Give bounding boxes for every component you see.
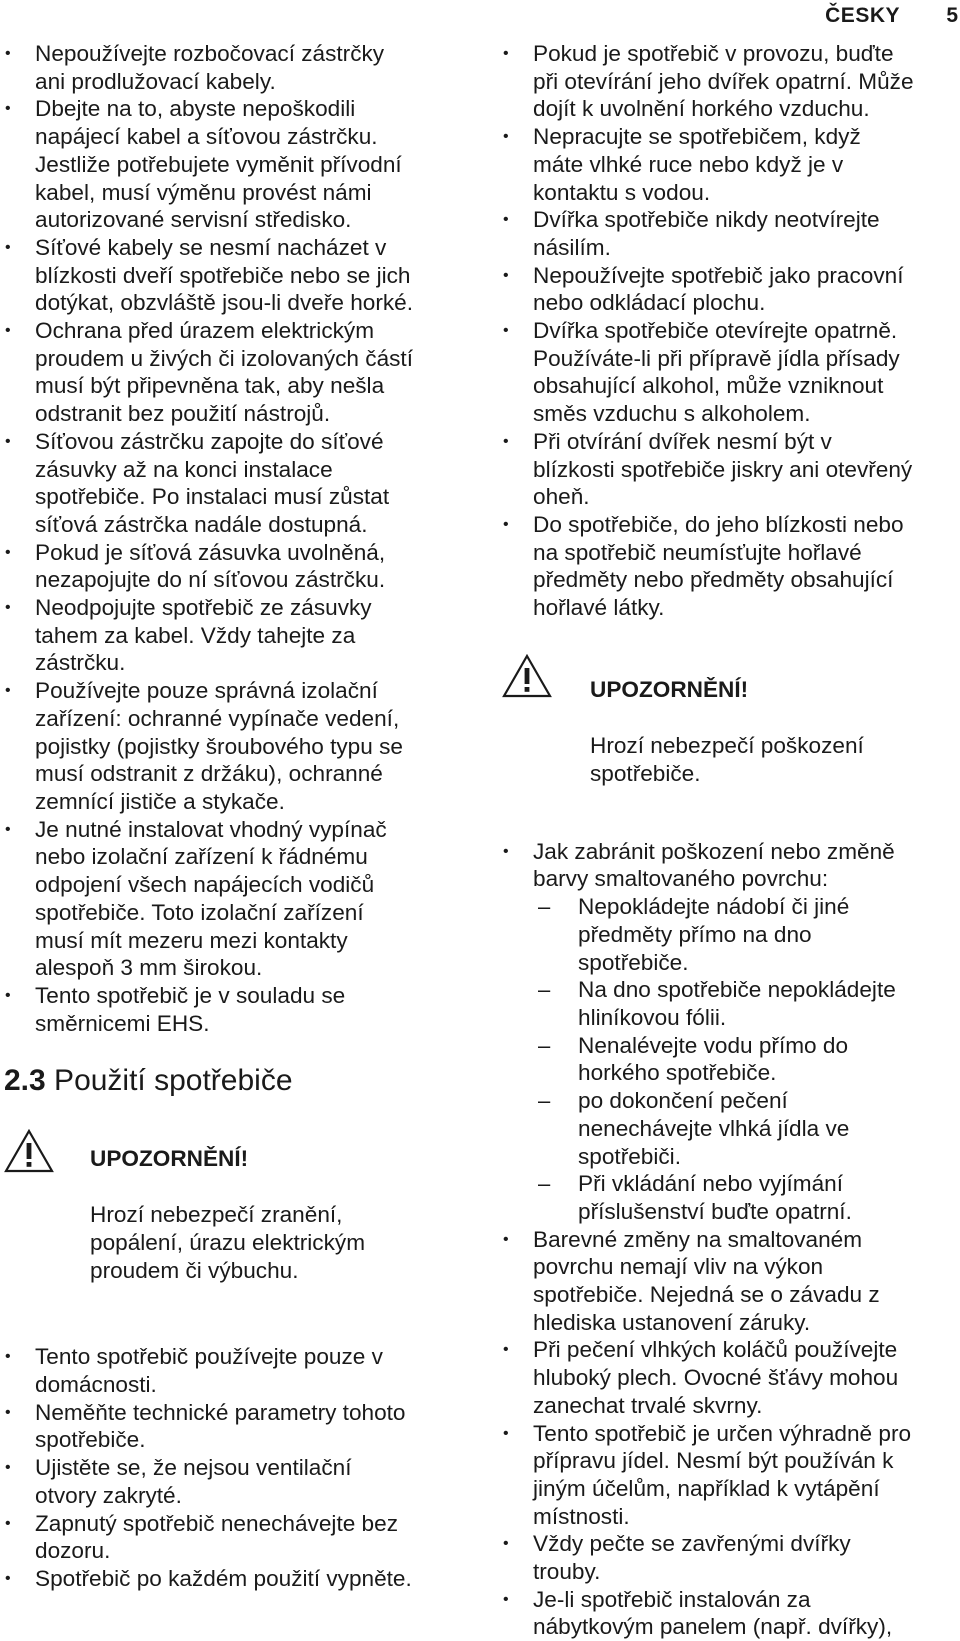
list-item: • Dvířka spotřebiče otevírejte opatrně. Používáte-li při přípravě jídla přísady obsahující alkohol, může vzniknout směs vzduchu s alkoholem. <box>498 317 960 428</box>
page-header <box>0 2 960 28</box>
dash-item: – Na dno spotřebiče nepokládejte hliníkovou fólii. <box>498 976 960 1031</box>
section-title: Použití spotřebiče <box>45 1064 293 1098</box>
warning-title: UPOZORNĚNÍ! <box>590 676 749 702</box>
list-item: • Nepoužívejte spotřebič jako pracovní nebo odkládací plochu. <box>498 262 960 317</box>
safety-list-use <box>0 1343 470 1592</box>
list-item: • Síťovou zástrčku zapojte do síťové zásuvky až na konci instalace spotřebiče. Po instalaci musí zůstat síťová zástrčka nadále dostupná. <box>0 428 470 539</box>
left-column <box>0 40 470 1593</box>
warning-triangle-icon <box>502 654 552 698</box>
list-item: • Vždy pečte se zavřenými dvířky trouby. <box>498 1530 960 1585</box>
warning-triangle-icon <box>4 1129 54 1173</box>
list-item: • Jak zabránit poškození nebo změně barvy smaltovaného povrchu: <box>498 838 960 893</box>
dash-item: – Při vkládání nebo vyjímání příslušenství buďte opatrní. <box>498 1170 960 1225</box>
right-column <box>498 40 960 1641</box>
warning-block <box>498 648 960 816</box>
list-item: • Nepoužívejte rozbočovací zástrčky ani prodlužovací kabely. <box>0 40 470 95</box>
dash-item: – Nepokládejte nádobí či jiné předměty přímo na dno spotřebiče. <box>498 893 960 976</box>
enamel-care-list <box>498 838 960 893</box>
list-item: • Tento spotřebič je určen výhradně pro přípravu jídel. Nesmí být používán k jiným účelům, například k vytápění místnosti. <box>498 1420 960 1531</box>
dash-item: – po dokončení pečení nenechávejte vlhká jídla ve spotřebiči. <box>498 1087 960 1170</box>
warning-text: Hrozí nebezpečí zranění, popálení, úrazu elektrickým proudem či výbuchu. <box>90 1202 366 1284</box>
list-item: • Spotřebič po každém použití vypněte. <box>0 1565 470 1593</box>
list-item: • Při pečení vlhkých koláčů používejte hluboký plech. Ovocné šťávy mohou zanechat trvalé skvrny. <box>498 1336 960 1419</box>
list-item: • Používejte pouze správná izolační zařízení: ochranné vypínače vedení, pojistky (pojistky šroubového typu se musí odstranit z držáku), ochranné zemnící jističe a stykače. <box>0 677 470 816</box>
list-item: • Dbejte na to, abyste nepoškodili napájecí kabel a síťovou zástrčku. Jestliže potřebujete vyměnit přívodní kabel, musí výměnu provést námi autorizované servisní středisko. <box>0 95 470 234</box>
list-item: • Je-li spotřebič instalován za nábytkovým panelem (např. dvířky), <box>498 1586 960 1641</box>
safety-list-baking <box>498 1226 960 1641</box>
list-item: • Zapnutý spotřebič nenechávejte bez dozoru. <box>0 1510 470 1565</box>
list-item: • Ochrana před úrazem elektrickým proudem u živých či izolovaných částí musí být připevněna tak, aby nešla odstranit bez použití nástrojů. <box>0 317 470 428</box>
list-item: • Tento spotřebič je v souladu se směrnicemi EHS. <box>0 982 470 1037</box>
warning-title: UPOZORNĚNÍ! <box>90 1146 249 1172</box>
list-item: • Tento spotřebič používejte pouze v domácnosti. <box>0 1343 470 1398</box>
warning-text: Hrozí nebezpečí poškození spotřebiče. <box>590 732 864 786</box>
dash-item: – Nenalévejte vodu přímo do horkého spotřebiče. <box>498 1032 960 1087</box>
safety-list-door <box>498 40 960 622</box>
safety-list-electrical <box>0 40 470 1037</box>
list-item: • Síťové kabely se nesmí nacházet v blízkosti dveří spotřebiče nebo se jich dotýkat, obzvláště jsou-li dveře horké. <box>0 234 470 317</box>
list-item: • Neodpojujte spotřebič ze zásuvky tahem za kabel. Vždy tahejte za zástrčku. <box>0 594 470 677</box>
enamel-dash-list <box>498 893 960 1225</box>
page-number: 5 <box>946 4 958 27</box>
section-number: 2.3 <box>4 1064 46 1098</box>
list-item: • Do spotřebiče, do jeho blízkosti nebo na spotřebič neumísťujte hořlavé předměty nebo předměty obsahující hořlavé látky. <box>498 511 960 622</box>
list-item: • Neměňte technické parametry tohoto spotřebiče. <box>0 1399 470 1454</box>
section-heading <box>4 1063 470 1099</box>
list-item: • Ujistěte se, že nejsou ventilační otvory zakryté. <box>0 1454 470 1509</box>
list-item: • Pokud je spotřebič v provozu, buďte při otevírání jeho dvířek opatrní. Může dojít k uvolnění horkého vzduchu. <box>498 40 960 123</box>
warning-block <box>0 1117 470 1313</box>
list-item: • Pokud je síťová zásuvka uvolněná, nezapojujte do ní síťovou zástrčku. <box>0 539 470 594</box>
list-item: • Při otvírání dvířek nesmí být v blízkosti spotřebiče jiskry ani otevřený oheň. <box>498 428 960 511</box>
list-item: • Je nutné instalovat vhodný vypínač nebo izolační zařízení k řádnému odpojení všech napájecích vodičů spotřebiče. Toto izolační zařízení musí mít mezeru mezi kontakty alespoň 3 mm širokou. <box>0 816 470 982</box>
list-item: • Dvířka spotřebiče nikdy neotvírejte násilím. <box>498 206 960 261</box>
list-item: • Nepracujte se spotřebičem, když máte vlhké ruce nebo když je v kontaktu s vodou. <box>498 123 960 206</box>
list-item: • Barevné změny na smaltovaném povrchu nemají vliv na výkon spotřebiče. Nejedná se o závadu z hlediska ustanovení záruky. <box>498 1226 960 1337</box>
language-label: ČESKY <box>825 4 900 27</box>
